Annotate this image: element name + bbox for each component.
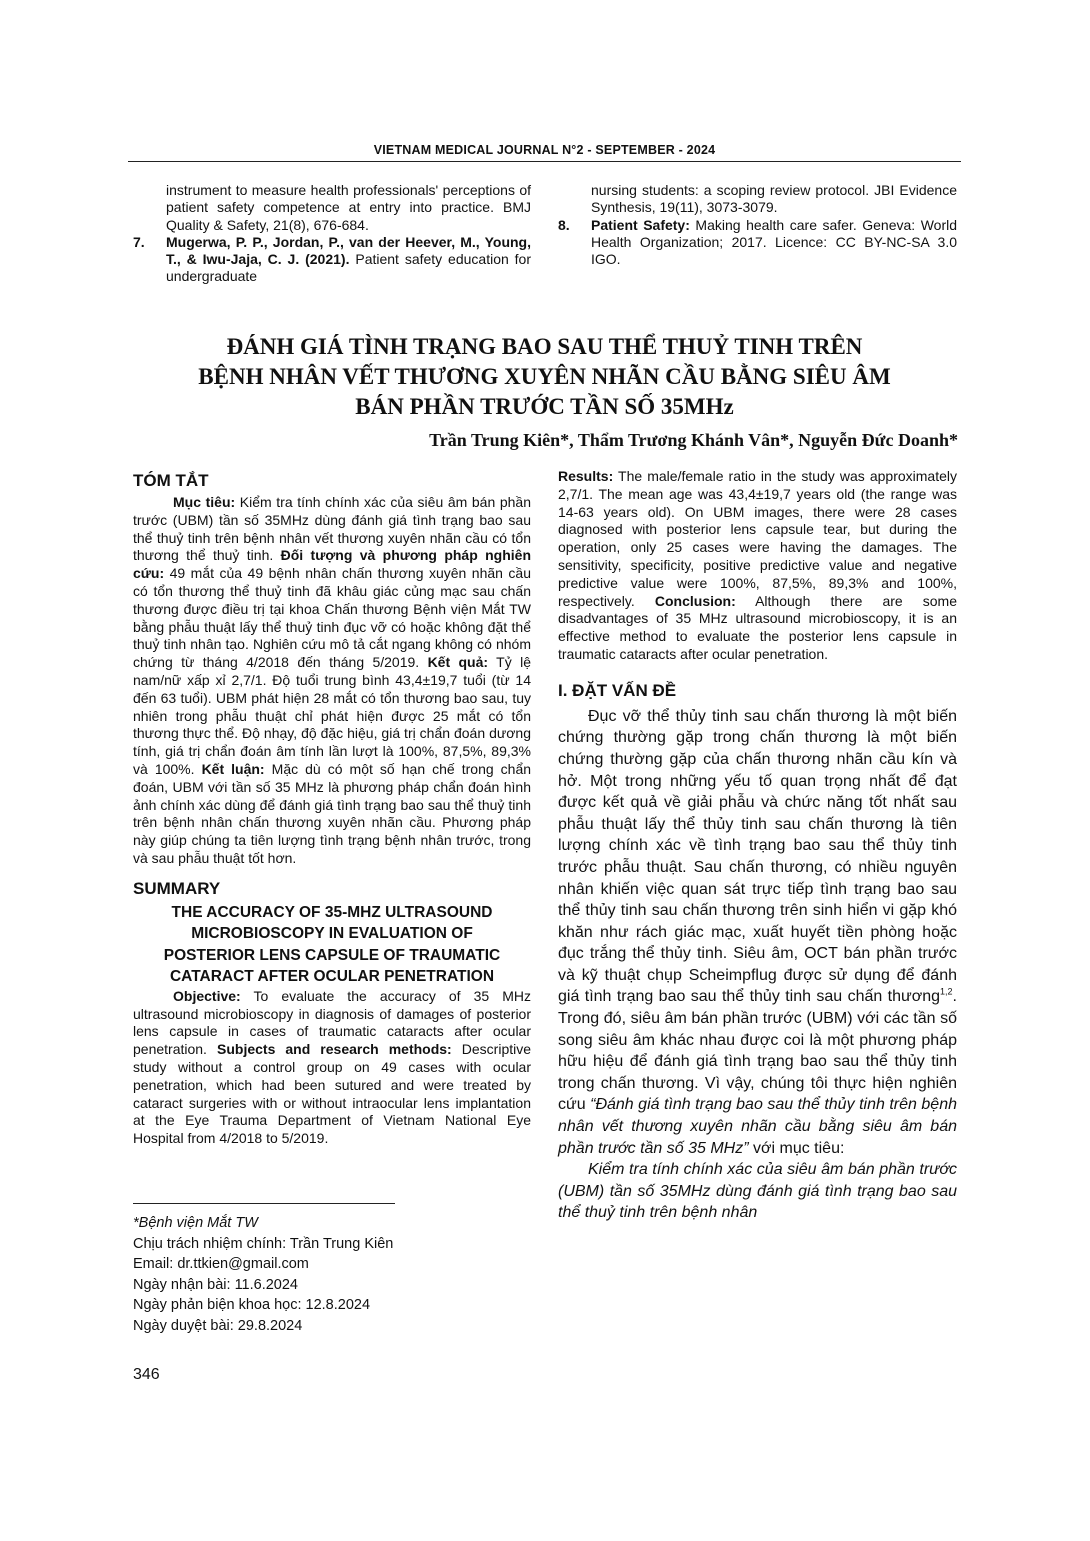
abstract-text: Kiểm tra tính chính xác của siêu âm bán phần trước (UBM) tần số 35MHz dùng đánh giá tình trạng bao sau thể thuỷ tinh trên bệnh nhân vết thương xuyên nhãn cầu có tổn thương thể thuỷ tinh. bbox=[133, 494, 531, 564]
footnotes bbox=[133, 1213, 393, 1337]
abstract-text: Mặc dù có một số hạn chế trong chẩn đoán, UBM với tần số 35 MHz là phương pháp chẩn đoán hình ảnh chính xác dùng để đánh giá tình trạng bao sau thể thuỷ tinh trên bệnh nhân chấn thương xuyên nhãn cầu. Phương pháp này giúp chúng ta tiên lượng tình trạng bệnh nhân trước, trong và sau phẫu thuật tốt hơn. bbox=[133, 760, 532, 866]
left-column bbox=[133, 470, 531, 1148]
title-line: ĐÁNH GIÁ TÌNH TRẠNG BAO SAU THỂ THUỶ TINH TRÊN bbox=[226, 334, 863, 359]
abstract-label: Mục tiêu: bbox=[173, 494, 236, 510]
intro-text: Đục vỡ thể thủy tinh sau chấn thương là một biến chứng thường gặp trong chấn thương là một biến chứng thường gặp của chấn thương nhãn cầu kín và hở. Một trong những yếu tố quan trọng nhất để đạt được kết quả về giải phẫu và chức năng tốt nhất sau phẫu thuật lấy thể thủy tinh sau chấn thương là tiên lượng chính xác về tình trạng bao sau thể thủy tinh trước phẫu thuật. Sau chấn thương, có nhiều nguyên nhân khiến việc quan sát trực tiếp tình trạng bao sau thể thủy tinh sau chấn thương trên sinh hiển vi gặp khó khăn như rách giác mạc, xuất huyết tiền phòng hoặc đục trắng thể thủy tinh. Siêu âm, OCT bán phần trước và kỹ thuật chụp Scheimpflug được sử dụng để đánh giá tình trạng bao sau thể thủy tinh sau chấn thương bbox=[558, 707, 957, 1006]
date-reviewed: Ngày phản biện khoa học: 12.8.2024 bbox=[133, 1297, 371, 1314]
reference-text: Making health care safer. Geneva: World Health Organization; 2017. Licence: CC BY-NC-SA 3.0 IGO. bbox=[591, 216, 958, 268]
reference-number: 7. bbox=[133, 233, 145, 250]
abstract-label: Conclusion: bbox=[654, 592, 736, 609]
title-line: BÁN PHẦN TRƯỚC TẦN SỐ 35MHz bbox=[355, 394, 734, 419]
abstract-text: Tỷ lệ nam/nữ xấp xỉ 2,7/1. Độ tuổi trung bình 43,4±19,7 tuổi (từ 14 đến 63 tuổi). UBM phát hiện 28 mắt có tổn thương bao sau, tuy nhiên trong phẫu thuật chỉ phát hiện được 25 mắt có tổn thương thực thể. Độ nhạy, độ đặc hiệu, giá trị chẩn đoán dương tính, giá trị chẩn đoán âm tính lần lượt là 100%, 87,5%, 89,3% và 100%. bbox=[133, 654, 531, 777]
title-line: THE ACCURACY OF 35-MHZ ULTRASOUND bbox=[171, 903, 493, 921]
article-title bbox=[128, 332, 961, 422]
abstract-en-part1 bbox=[133, 988, 531, 1148]
abstract-heading-vi: TÓM TẮT bbox=[133, 471, 209, 490]
reference-number: 8. bbox=[558, 216, 570, 233]
objective-paragraph: Kiểm tra tính chính xác của siêu âm bán phần trước (UBM) tần số 35MHz dùng đánh giá tình trạng bao sau thể thuỷ tinh trên bệnh nhân bbox=[558, 1161, 957, 1222]
english-title bbox=[133, 902, 531, 988]
date-approved: Ngày duyệt bài: 29.8.2024 bbox=[133, 1317, 303, 1334]
abstract-label: Subjects and research methods: bbox=[217, 1041, 452, 1058]
reference-7 bbox=[133, 234, 531, 286]
email: Email: dr.ttkien@gmail.com bbox=[133, 1256, 309, 1273]
date-received: Ngày nhận bài: 11.6.2024 bbox=[133, 1276, 299, 1293]
title-line: MICROBIOSCOPY IN EVALUATION OF bbox=[191, 925, 473, 943]
author-list: Trần Trung Kiên*, Thẩm Trương Khánh Vân*, Nguyễn Đức Doanh* bbox=[429, 430, 958, 450]
abstract-vi bbox=[133, 494, 531, 868]
abstract-text: The male/female ratio in the study was approximately 2,7/1. The mean age was 43,4±19,7 years old (the range was 14-63 years old). On UBM images, there were 28 cases diagnosed with posterior lens capsule tear, but during the operation, only 25 cases were having the damages. The sensitivity, specificity, positive predictive value and negative predictive value were 100%, 87,5%, 89,3% and 100%, respectively. bbox=[558, 468, 957, 609]
summary-heading: SUMMARY bbox=[133, 878, 221, 898]
abstract-label: Đối tượng và phương pháp nghiên cứu: bbox=[133, 547, 532, 582]
reference-6-continued bbox=[133, 182, 531, 234]
affiliation: *Bệnh viện Mắt TW bbox=[133, 1215, 258, 1231]
corresponding-author: Chịu trách nhiệm chính: Trần Trung Kiên bbox=[133, 1235, 394, 1252]
references-right bbox=[558, 182, 957, 268]
reference-text: nursing students: a scoping review protocol. JBI Evidence Synthesis, 19(11), 3073-3079. bbox=[591, 182, 957, 216]
reference-title: Patient Safety: bbox=[591, 216, 690, 233]
study-title-quote: “Đánh giá tình trạng bao sau thể thủy tinh trên bệnh nhân vết thương xuyên nhãn cầu bằng siêu âm bán phần trước tần số 35 MHz” bbox=[558, 1096, 957, 1157]
abstract-text: 49 mắt của 49 bệnh nhân chấn thương xuyên nhãn cầu có tổn thương thể thuỷ tinh đã khâu giác củng mạc sau chấn thương được điều trị tại khoa Chấn thương Bệnh viện Mắt TW bằng phẫu thuật lấy thể thuỷ tinh đục vỡ có hoặc không đặt thể thuỷ tinh nhân tạo. Nghiên cứu mô tả cắt ngang không có nhóm chứng từ tháng 4/2018 đến tháng 5/2019. bbox=[133, 565, 531, 671]
abstract-text: To evaluate the accuracy of 35 MHz ultrasound microbioscopy in diagnosis of damages of posterior lens capsule in cases of traumatic cataracts after ocular penetration. bbox=[133, 987, 531, 1058]
page-number: 346 bbox=[133, 1366, 160, 1383]
reference-text: Patient safety education for undergraduate bbox=[166, 251, 531, 285]
footnote-rule bbox=[133, 1203, 395, 1204]
citation: 1,2 bbox=[940, 987, 953, 998]
abstract-label: Results: bbox=[558, 468, 614, 484]
intro-text: . Trong đó, siêu âm bán phần trước (UBM) với các tần số song siêu âm khác nhau được coi là một phương pháp hữu hiệu để đánh giá tình trạng bao sau thể thủy tinh trong chấn thương. Vì vậy, chúng tôi thực hiện nghiên cứu bbox=[558, 988, 957, 1114]
section-heading-introduction: I. ĐẶT VẤN ĐỀ bbox=[558, 680, 677, 700]
abstract-label: Kết luận: bbox=[201, 760, 265, 777]
abstract-text: Descriptive study without a control group on 49 cases with ocular penetration, which had been sutured and were treated by cataract surgeries with or without intraocular lens implantation at the Eye Trauma Department of Vietnam National Eye Hospital from 4/2018 to 5/2019. bbox=[133, 1041, 532, 1147]
header-rule bbox=[128, 161, 961, 162]
intro-text: với mục tiêu: bbox=[753, 1139, 845, 1157]
abstract-label: Objective: bbox=[173, 987, 241, 1004]
references-left bbox=[133, 182, 531, 286]
intro-paragraph bbox=[558, 706, 957, 1159]
title-line: BỆNH NHÂN VẾT THƯƠNG XUYÊN NHÃN CẦU BẰNG SIÊU ÂM bbox=[198, 364, 891, 389]
abstract-en-part2 bbox=[558, 468, 957, 664]
reference-7-continued bbox=[558, 182, 957, 217]
reference-8 bbox=[558, 217, 957, 269]
right-column bbox=[558, 468, 957, 1224]
running-header: VIETNAM MEDICAL JOURNAL N°2 - SEPTEMBER - 2024 bbox=[373, 143, 716, 157]
title-line: CATARACT AFTER OCULAR PENETRATION bbox=[169, 968, 495, 986]
abstract-text: Although there are some disadvantages of 35 MHz ultrasound microbioscopy, it is an effective method to evaluate the posterior lens capsule in traumatic cataracts after ocular penetration. bbox=[558, 592, 958, 662]
reference-authors: Mugerwa, P. P., Jordan, P., van der Heever, M., Young, T., & Iwu-Jaja, C. J. (2021). bbox=[166, 233, 531, 268]
reference-text: instrument to measure health professionals' perceptions of patient safety competence at entry into practice. BMJ Quality & Safety, 21(8), 676-684. bbox=[166, 182, 531, 233]
abstract-label: Kết quả: bbox=[427, 654, 489, 671]
title-line: POSTERIOR LENS CAPSULE OF TRAUMATIC bbox=[163, 946, 501, 964]
